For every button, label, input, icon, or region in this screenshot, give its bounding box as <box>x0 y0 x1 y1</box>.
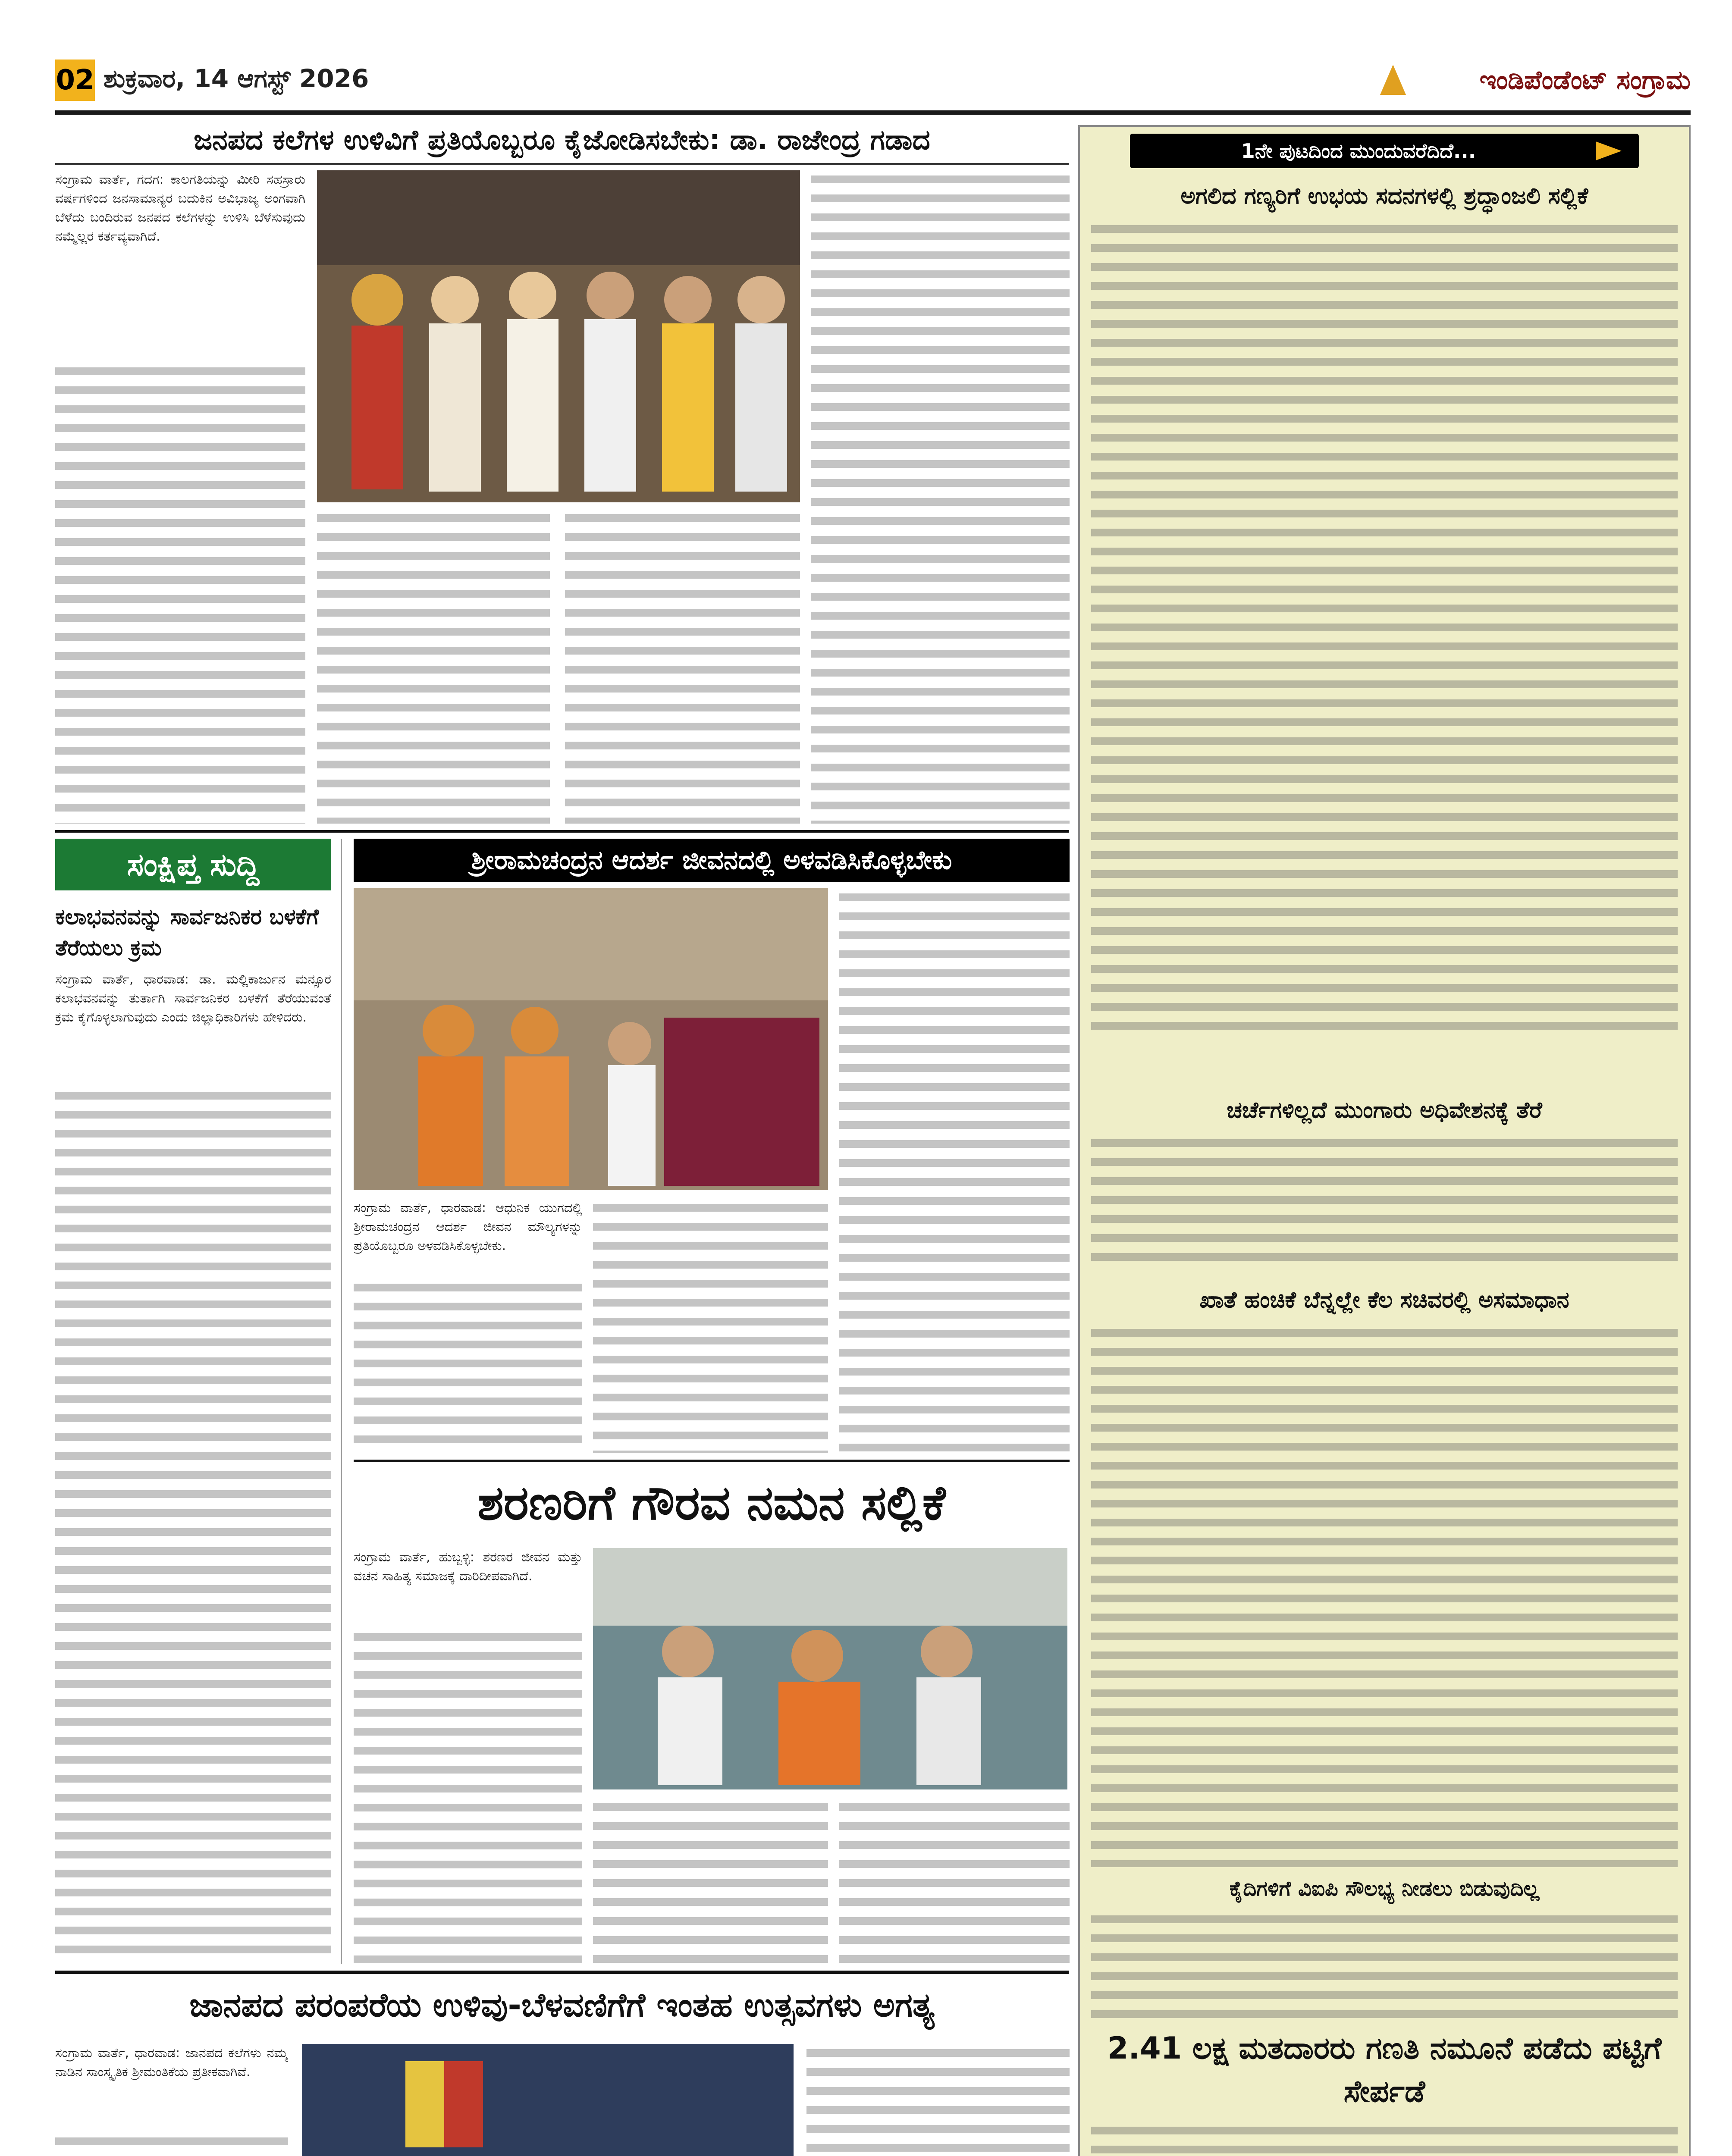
article-4-text-col1 <box>55 2132 288 2156</box>
section-separator-1 <box>55 830 1069 833</box>
article-3-photo <box>593 1548 1067 1789</box>
article-4-photo <box>302 2044 794 2156</box>
article-3-text-col1 <box>354 1628 582 1964</box>
continued-banner-text: 1ನೇ ಪುಟದಿಂದ ಮುಂದುವರೆದಿದೆ... <box>1241 139 1476 163</box>
article-1-photo <box>317 170 800 502</box>
right-text-4 <box>1091 1910 1678 2018</box>
article-2-text-col3 <box>593 1199 828 1453</box>
brief-news-lead: ಸಂಗ್ರಾಮ ವಾರ್ತೆ, ಧಾರವಾಡ: ಡಾ. ಮಲ್ಲಿಕಾರ್ಜುನ ಮನ್ಸೂರ ಕಲಾಭವನವನ್ನು ತುರ್ತಾಗಿ ಸಾರ್ವಜನಿಕರ ಬಳಕೆಗೆ ತೆರೆಯುವಂತೆ ಕ್ರಮ ಕೈಗೊಳ್ಳಲಾಗುವುದು ಎಂದು ಜಿಲ್ಲಾಧಿಕಾರಿಗಳು ಹೇಳಿದರು. <box>55 972 331 1025</box>
right-text-1 <box>1091 220 1678 1039</box>
article-2-text-col1 <box>839 888 1070 1453</box>
article-2-lead: ಸಂಗ್ರಾಮ ವಾರ್ತೆ, ಧಾರವಾಡ: ಆಧುನಿಕ ಯುಗದಲ್ಲಿ ಶ್ರೀರಾಮಚಂದ್ರನ ಆದರ್ಶ ಜೀವನ ಮೌಲ್ಯಗಳನ್ನು ಪ್ರತಿಯೊಬ್ಬರೂ ಅಳವಡಿಸಿಕೊಳ್ಳಬೇಕು. <box>354 1200 582 1253</box>
photo-religious-event <box>354 888 828 1190</box>
right-headline-3: ಖಾತೆ ಹಂಚಿಕೆ ಬೆನ್ನಲ್ಲೇ ಕೆಲ ಸಚಿವರಲ್ಲಿ ಅಸಮಾಧಾನ <box>1199 1287 1569 1313</box>
article-1-text-col3 <box>565 509 800 824</box>
brief-news-divider <box>341 839 342 1964</box>
article-2-headline: ಶ್ರೀರಾಮಚಂದ್ರನ ಆದರ್ಶ ಜೀವನದಲ್ಲಿ ಅಳವಡಿಸಿಕೊಳ್ಳಬೇಕು <box>354 839 1070 882</box>
article-3-text-col3 <box>839 1798 1070 1964</box>
right-text-2 <box>1091 1134 1678 1272</box>
right-headline-4: ಕೈದಿಗಳಿಗೆ ವಿಐಪಿ ಸೌಲಭ್ಯ ನೀಡಲು ಬಿಡುವುದಿಲ್ಲ <box>1229 1877 1540 1901</box>
brief-news-label: ಸಂಕ್ಷಿಪ್ತ ಸುದ್ದಿ <box>55 839 331 890</box>
brief-news-text <box>55 1087 331 1962</box>
article-1-text-col1 <box>55 362 305 824</box>
article-1-text-col2 <box>317 509 550 824</box>
article-1-rule <box>55 163 1069 165</box>
section-separator-3 <box>55 1971 1069 1974</box>
article-4-lead: ಸಂಗ್ರಾಮ ವಾರ್ತೆ, ಧಾರವಾಡ: ಜಾನಪದ ಕಲೆಗಳು ನಮ್ಮ ನಾಡಿನ ಸಾಂಸ್ಕೃತಿಕ ಶ್ರೀಮಂತಿಕೆಯ ಪ್ರತೀಕವಾಗಿವೆ. <box>55 2046 288 2080</box>
article-4-text-col4 <box>806 2044 1070 2156</box>
photo-felicitation <box>593 1548 1067 1789</box>
arrow-right-icon <box>1596 141 1622 160</box>
right-headline-2: ಚರ್ಚೆಗಳಿಲ್ಲದೆ ಮುಂಗಾರು ಅಧಿವೇಶನಕ್ಕೆ ತೆರೆ <box>1227 1097 1542 1123</box>
brand-name: ಇಂಡಿಪೆಂಡೆಂಟ್ ಸಂಗ್ರಾಮ <box>1479 65 1691 95</box>
article-2-text-col2 <box>354 1279 582 1453</box>
article-2-photo <box>354 888 828 1190</box>
article-3-lead: ಸಂಗ್ರಾಮ ವಾರ್ತೆ, ಹುಬ್ಬಳ್ಳಿ: ಶರಣರ ಜೀವನ ಮತ್ತು ವಚನ ಸಾಹಿತ್ಯ ಸಮಾಜಕ್ಕೆ ದಾರಿದೀಪವಾಗಿದೆ. <box>354 1550 582 1584</box>
photo-group-of-people <box>317 170 800 502</box>
section-separator-2 <box>354 1460 1070 1462</box>
continued-banner <box>1130 134 1639 168</box>
article-1-headline: ಜನಪದ ಕಲೆಗಳ ಉಳಿವಿಗೆ ಪ್ರತಿಯೊಬ್ಬರೂ ಕೈಜೋಡಿಸಬೇಕು: ಡಾ. ರಾಜೇಂದ್ರ ಗಡಾದ <box>194 124 930 156</box>
issue-date: ಶುಕ್ರವಾರ, 14 ಆಗಸ್ಟ್ 2026 <box>104 64 369 93</box>
right-text-5 <box>1091 2122 1678 2156</box>
right-headline-1: ಅಗಲಿದ ಗಣ್ಯರಿಗೆ ಉಭಯ ಸದನಗಳಲ್ಲಿ ಶ್ರದ್ಧಾಂಜಲಿ ಸಲ್ಲಿಕೆ <box>1180 183 1588 209</box>
article-3-headline: ಶರಣರಿಗೆ ಗೌರವ ನಮನ ಸಲ್ಲಿಕೆ <box>477 1475 946 1530</box>
article-3-text-col2 <box>593 1798 828 1964</box>
right-text-3 <box>1091 1324 1678 1867</box>
photo-stage-event <box>302 2044 794 2156</box>
article-1-text-col4 <box>811 170 1070 824</box>
header-rule <box>55 110 1691 115</box>
right-headline-5: 2.41 ಲಕ್ಷ ಮತದಾರರು ಗಣತಿ ನಮೂನೆ ಪಡೆದು ಪಟ್ಟಿಗೆ ಸೇರ್ಪಡೆ <box>1107 2031 1662 2109</box>
article-1-lead: ಸಂಗ್ರಾಮ ವಾರ್ತೆ, ಗದಗ: ಕಾಲಗತಿಯನ್ನು ಮೀರಿ ಸಹಸ್ರಾರು ವರ್ಷಗಳಿಂದ ಜನಸಾಮಾನ್ಯರ ಬದುಕಿನ ಅವಿಭಾಜ್ಯ ಅಂಗವಾಗಿ ಬೆಳೆದು ಬಂದಿರುವ ಜನಪದ ಕಲೆಗಳನ್ನು ಉಳಿಸಿ ಬೆಳೆಸುವುದು ನಮ್ಮೆಲ್ಲರ ಕರ್ತವ್ಯವಾಗಿದೆ. <box>55 172 305 244</box>
page-number: 02 <box>55 60 95 101</box>
brief-news-headline: ಕಲಾಭವನವನ್ನು ಸಾರ್ವಜನಿಕರ ಬಳಕೆಗೆ ತೆರೆಯಲು ಕ್ರಮ <box>55 904 319 960</box>
article-4-headline: ಜಾನಪದ ಪರಂಪರೆಯ ಉಳಿವು-ಬೆಳವಣಿಗೆಗೆ ಇಂತಹ ಉತ್ಸವಗಳು ಅಗತ್ಯ <box>189 1986 935 2024</box>
